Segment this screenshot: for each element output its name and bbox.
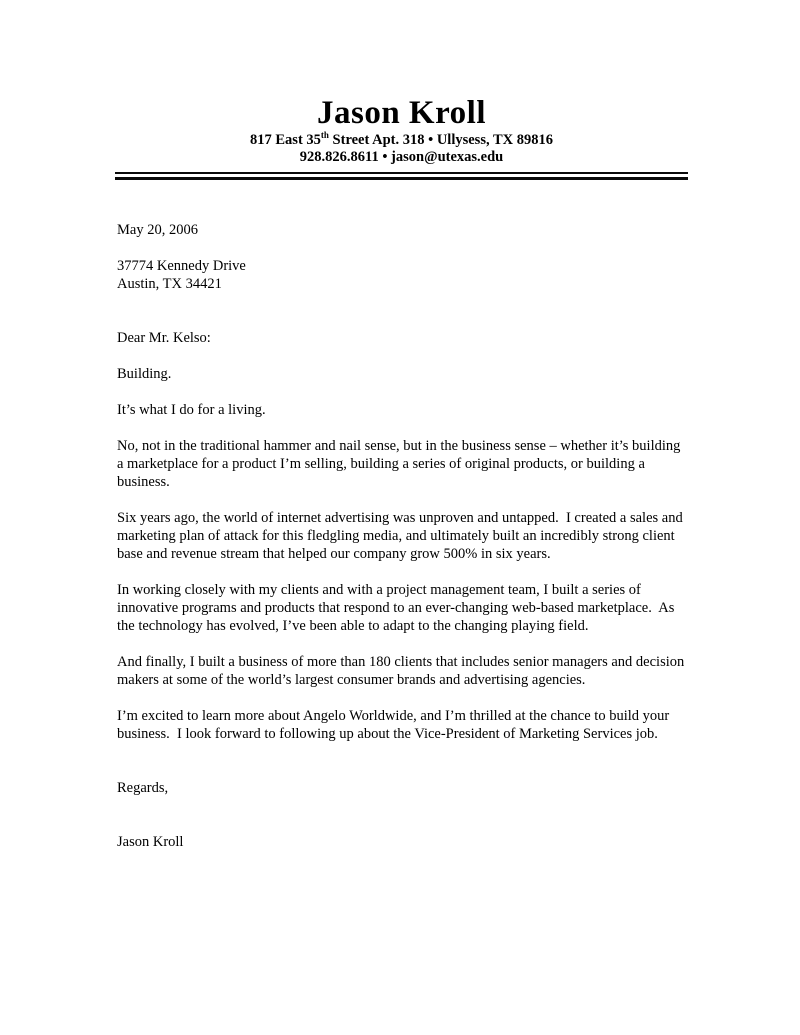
letter-closing: Regards, bbox=[117, 780, 169, 796]
letter-paragraph: Six years ago, the world of internet advertising was unproven and untapped. I created a sales and marketing plan of attack for this fledgling media, and ultimately built an incredibly strong client base and revenue stream that helped our company grow 500% in six years. bbox=[117, 510, 687, 562]
letterhead-address-street: 817 East 35 bbox=[250, 132, 321, 148]
letter-date: May 20, 2006 bbox=[117, 222, 198, 238]
spacer bbox=[117, 293, 687, 329]
spacer bbox=[117, 239, 687, 257]
letterhead-divider-rule bbox=[115, 172, 688, 180]
letterhead-address bbox=[115, 132, 688, 149]
signature-space bbox=[117, 797, 687, 833]
signature-name: Jason Kroll bbox=[117, 834, 184, 850]
letter-paragraph: No, not in the traditional hammer and nail sense, but in the business sense – whether it’s building a marketplace for a product I’m selling, building a series of original products, or building a business. bbox=[117, 438, 685, 490]
spacer bbox=[117, 761, 687, 779]
letterhead-address-rest: Street Apt. 318 • Ullysess, TX 89816 bbox=[328, 132, 553, 148]
letterhead-contact: 928.826.8611 • jason@utexas.edu bbox=[299, 149, 504, 165]
letter-paragraph: And finally, I built a business of more than 180 clients that includes senior managers and decision makers at some of the world’s largest consumer brands and advertising agencies. bbox=[117, 654, 688, 688]
recipient-address-line: Austin, TX 34421 bbox=[117, 276, 222, 292]
letterhead-address-ordinal: th bbox=[320, 130, 329, 141]
letter-paragraph: Building. bbox=[117, 366, 172, 382]
letter-paragraph: It’s what I do for a living. bbox=[117, 402, 266, 418]
letter-paragraph: I’m excited to learn more about Angelo Worldwide, and I’m thrilled at the chance to build your business. I look forward to following up about the Vice-President of Marketing Services job. bbox=[117, 708, 673, 742]
letter-paragraph: In working closely with my clients and with a project management team, I built a series of innovative programs and products that respond to an ever-changing web-based marketplace. As the technology has evolved, I’ve been able to adapt to the changing playing field. bbox=[117, 582, 679, 634]
letterhead bbox=[115, 94, 688, 166]
letterhead-name: Jason Kroll bbox=[316, 95, 486, 131]
letter-body bbox=[117, 221, 687, 851]
salutation: Dear Mr. Kelso: bbox=[117, 330, 211, 346]
recipient-address-line: 37774 Kennedy Drive bbox=[117, 258, 246, 274]
